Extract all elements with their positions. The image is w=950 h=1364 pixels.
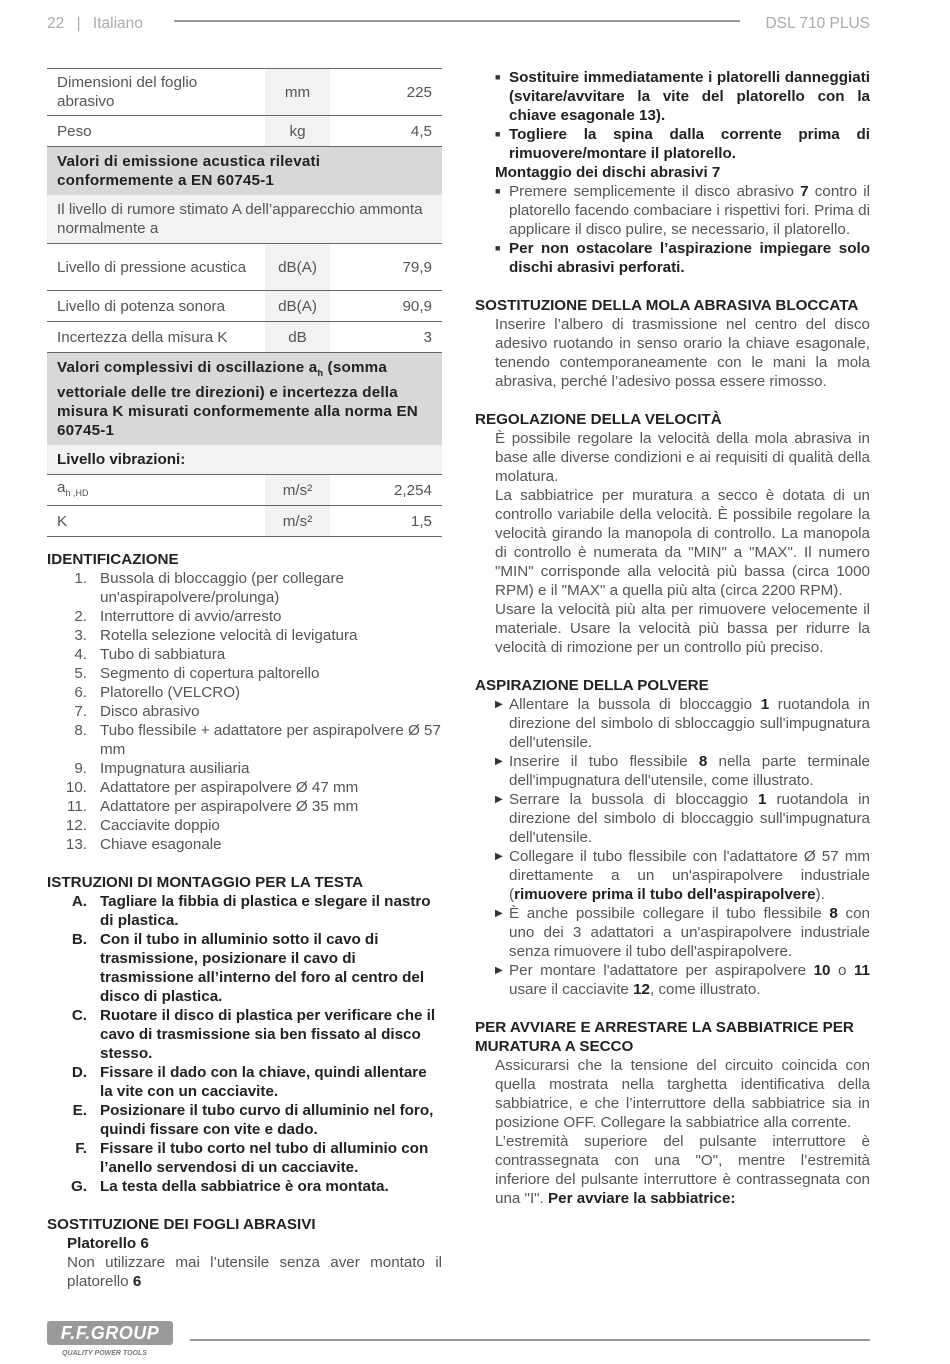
bold-text: 11 xyxy=(853,962,871,979)
bullet-item xyxy=(475,182,870,239)
text: Non utilizzare mai l’utensile senza aver montato il platorello xyxy=(67,1254,442,1291)
row-unit: dB(A) xyxy=(265,244,330,291)
list-item xyxy=(47,816,442,835)
bold-text: 7 xyxy=(800,183,809,200)
list-marker: 9. xyxy=(74,760,87,778)
text: ruotandola in direzione del simbolo di sbloccaggio sull'impugnatura dell'utensile. xyxy=(509,696,870,751)
list-item xyxy=(47,930,442,1006)
text: contro il platorello facendo combaciare i rispettivi fori. Prima di applicare il disco pulire, se necessario, il platorello. xyxy=(509,183,870,238)
text: Serrare la bussola di bloccaggio xyxy=(509,791,759,808)
text: Collegare il tubo flessibile con l'adattatore Ø 57 mm direttamente a un un'aspirapolvere industriale ( xyxy=(509,848,870,903)
list-item xyxy=(47,797,442,816)
row-value: 90,9 xyxy=(330,291,442,322)
list-item xyxy=(47,759,442,778)
text: Tubo flessibile + adattatore per aspirapolvere Ø 57 mm xyxy=(100,722,441,759)
bullet-item xyxy=(475,125,870,163)
text: Tagliare la fibbia di plastica e slegare il nastro di plastica. xyxy=(100,893,431,930)
page-number: 22 xyxy=(47,15,65,32)
text: Con il tubo in alluminio sotto il cavo di trasmissione, posizionare il cavo di trasmissione all’interno del foro al centro del disco di plastica. xyxy=(100,931,425,1006)
page-locator xyxy=(47,14,143,33)
text: Togliere la spina dalla corrente prima di rimuovere/montare il platorello. xyxy=(509,126,870,162)
bold-text: 6 xyxy=(132,1273,142,1291)
table-row xyxy=(47,291,442,322)
section-text: Livello vibrazioni: xyxy=(57,451,186,469)
text: È anche possibile collegare il tubo flessibile xyxy=(509,905,830,922)
section-heading: PER AVVIARE E ARRESTARE LA SABBIATRICE PER MURATURA A SECCO xyxy=(475,1019,854,1055)
language-label: Italiano xyxy=(92,15,143,32)
section-heading: SOSTITUZIONE DEI FOGLI ABRASIVI xyxy=(47,1216,316,1234)
table-row xyxy=(47,244,442,291)
product-name: DSL 710 PLUS xyxy=(765,15,870,32)
bold-text: 12 xyxy=(633,981,650,998)
bold-text: 10 xyxy=(813,962,831,979)
list-item xyxy=(47,835,442,854)
list-marker: 6. xyxy=(74,684,87,702)
text: Interruttore di avvio/arresto xyxy=(100,608,282,626)
footer-divider xyxy=(190,1339,870,1341)
text: Segmento di copertura paltorello xyxy=(100,665,320,683)
list-marker: E. xyxy=(72,1102,87,1120)
row-label xyxy=(47,322,265,353)
bold-text: 1 xyxy=(760,696,770,713)
row-value: 79,9 xyxy=(330,244,442,291)
bold-text: 8 xyxy=(829,905,838,922)
text: Impugnatura ausiliaria xyxy=(100,760,250,778)
section-heading: ASPIRAZIONE DELLA POLVERE xyxy=(475,677,709,694)
section-text: Valori complessivi di oscillazione a xyxy=(57,359,318,376)
text: Assicurarsi che la tensione del circuito coincida con quella mostrata nella targhetta identificativa della sabbiatrice, e che l’interruttore della sabbiatrice sia in posizione OFF. Collegare la sabbiatrice alla corrente. xyxy=(495,1057,870,1131)
label-subscript: h ,HD xyxy=(65,487,89,498)
text: ruotandola in direzione del simbolo di bloccaggio sull'impugnatura dell'utensile. xyxy=(509,791,870,846)
row-unit: dB xyxy=(265,322,330,353)
text: Fissare il tubo corto nel tubo di alluminio con l’anello servendosi di un cacciavite. xyxy=(100,1140,429,1177)
list-marker: 13. xyxy=(65,836,87,854)
logo-tagline: QUALITY POWER TOOLS xyxy=(62,1350,147,1357)
list-item xyxy=(47,683,442,702)
list-item xyxy=(47,702,442,721)
section-heading: ISTRUZIONI DI MONTAGGIO PER LA TESTA xyxy=(47,874,364,892)
label-text: K xyxy=(57,512,68,530)
header-divider xyxy=(174,20,740,22)
right-column xyxy=(475,68,870,1208)
text: Usare la velocità più alta per rimuovere velocemente il materiale. Usare la velocità più bassa per ridurre la velocità di rimozione per un controllo più preciso. xyxy=(495,601,870,656)
section-subscript: h xyxy=(317,368,324,379)
text: La sabbiatrice per muratura a secco è dotata di un controllo variabile della velocità. È possibile regolare la velocità girando la manopola di controllo. La manopola di controllo è numerata da "MIN" a "MAX". Il numero "MIN" corrisponde alla velocità più bassa (circa 1000 RPM) e il "MAX" a quella più alta (circa 2200 RPM). xyxy=(495,487,870,599)
list-marker: 5. xyxy=(74,665,87,683)
text: nella parte terminale dell'impugnatura dell'utensile, come illustrato. xyxy=(509,753,871,789)
list-marker: D. xyxy=(71,1064,87,1082)
row-value: 2,254 xyxy=(330,475,442,506)
square-bullet-icon: ■ xyxy=(495,243,501,253)
bold-text: Per avviare la sabbiatrice: xyxy=(548,1190,736,1207)
bold-text: rimuovere prima il tubo dell'aspirapolvere xyxy=(514,886,816,903)
row-unit: kg xyxy=(265,116,330,147)
text: con uno dei 3 adattatori a un'aspirapolvere industriale senza rimuovere il tubo dell'aspirapolvere. xyxy=(509,905,870,960)
text: Bussola di bloccaggio (per collegare un'aspirapolvere/prolunga) xyxy=(100,570,344,607)
square-bullet-icon: ■ xyxy=(495,72,501,82)
text: Platorello (VELCRO) xyxy=(100,684,241,702)
row-label xyxy=(47,116,265,147)
bullet-item xyxy=(475,695,870,752)
list-item xyxy=(47,645,442,664)
paragraph xyxy=(475,429,870,486)
list-marker: 4. xyxy=(74,646,87,664)
list-item xyxy=(47,1139,442,1177)
left-column xyxy=(47,68,442,1291)
list-item xyxy=(47,1063,442,1101)
text: usare il cacciavite xyxy=(509,981,634,998)
list-marker: F. xyxy=(75,1140,87,1158)
label-text: a xyxy=(57,478,66,496)
list-item xyxy=(47,607,442,626)
table-row xyxy=(47,353,442,446)
list-item xyxy=(47,721,442,759)
section-header xyxy=(47,147,442,196)
table-row xyxy=(47,147,442,196)
bullet-item xyxy=(475,847,870,904)
list-item xyxy=(47,1006,442,1063)
label-text: Peso xyxy=(57,122,92,140)
text: Allentare la bussola di bloccaggio xyxy=(509,696,761,713)
arrow-bullet-icon: ▶ xyxy=(495,965,503,976)
arrow-bullet-icon: ▶ xyxy=(495,756,503,767)
bullet-item xyxy=(475,68,870,125)
text: , come illustrato. xyxy=(650,981,761,998)
row-label xyxy=(47,291,265,322)
left-content xyxy=(47,550,442,1291)
row-value: 1,5 xyxy=(330,506,442,537)
list-marker: 3. xyxy=(74,627,87,645)
table-row xyxy=(47,445,442,475)
row-value: 3 xyxy=(330,322,442,353)
list-marker: 10. xyxy=(65,779,87,797)
right-content xyxy=(475,68,870,1208)
row-unit: dB(A) xyxy=(265,291,330,322)
section-header xyxy=(47,353,442,446)
bullet-item xyxy=(475,239,870,277)
list-marker: 8. xyxy=(74,722,87,740)
list-marker: 12. xyxy=(65,817,87,835)
subheading: Montaggio dei dischi abrasivi 7 xyxy=(495,164,721,181)
text: Posizionare il tubo curvo di alluminio nel foro, quindi fissare con vite e dado. xyxy=(100,1102,434,1139)
row-label xyxy=(47,69,265,116)
row-label xyxy=(47,506,265,537)
row-label xyxy=(47,244,265,291)
ff-group-logo: F.F.GROUP xyxy=(47,1321,173,1345)
row-value: 4,5 xyxy=(330,116,442,147)
section-heading: IDENTIFICAZIONE xyxy=(47,551,179,569)
list-item xyxy=(47,569,442,607)
text: Per non ostacolare l’aspirazione impiegare solo dischi abrasivi perforati. xyxy=(509,240,870,276)
text: Fissare il dado con la chiave, quindi allentare la vite con un cacciavite. xyxy=(100,1064,427,1101)
specs-table xyxy=(47,68,442,537)
list-marker: 1. xyxy=(74,570,87,588)
arrow-bullet-icon: ▶ xyxy=(495,699,503,710)
text: Rotella selezione velocità di levigatura xyxy=(100,627,358,645)
paragraph xyxy=(475,1132,870,1208)
paragraph xyxy=(475,315,870,391)
bullet-item xyxy=(475,961,870,999)
section-note xyxy=(47,445,442,475)
text: Sostituire immediatamente i platorelli danneggiati (svitare/avvitare la vite del platorello con la chiave esagonale 13). xyxy=(509,69,870,124)
list-item xyxy=(47,626,442,645)
separator: | xyxy=(76,15,81,32)
section-heading: REGOLAZIONE DELLA VELOCITÀ xyxy=(475,411,722,428)
text: Cacciavite doppio xyxy=(100,817,220,835)
text: Per montare l'adattatore per aspirapolvere xyxy=(509,962,814,979)
text: Tubo di sabbiatura xyxy=(100,646,226,664)
list-item xyxy=(47,1101,442,1139)
square-bullet-icon: ■ xyxy=(495,129,501,139)
subheading: Platorello 6 xyxy=(67,1235,149,1253)
list-marker: 2. xyxy=(74,608,87,626)
section-heading: SOSTITUZIONE DELLA MOLA ABRASIVA BLOCCATA xyxy=(475,297,859,314)
list-marker: G. xyxy=(70,1178,87,1196)
list-marker: 7. xyxy=(74,703,87,721)
list-item xyxy=(47,892,442,930)
text: Disco abrasivo xyxy=(100,703,200,721)
list-item xyxy=(47,778,442,797)
list-item xyxy=(47,664,442,683)
row-value: 225 xyxy=(330,69,442,116)
row-unit: m/s² xyxy=(265,475,330,506)
section-text-cont: (somma vettoriale delle tre direzioni) e incertezza della misura K misurati conformemente alla norma EN 60745-1 xyxy=(57,359,418,440)
paragraph xyxy=(47,1253,442,1291)
section-text: Valori di emissione acustica rilevati conformemente a EN 60745-1 xyxy=(57,153,321,189)
list-marker: A. xyxy=(71,893,87,911)
text: La testa della sabbiatrice è ora montata. xyxy=(100,1178,389,1196)
text: Premere semplicemente il disco abrasivo xyxy=(509,183,801,200)
text: Adattatore per aspirapolvere Ø 35 mm xyxy=(100,798,359,816)
text: È possibile regolare la velocità della mola abrasiva in base alle diverse condizioni e ai requisiti di qualità della molatura. xyxy=(495,430,870,485)
label-text: Livello di pressione acustica xyxy=(57,258,247,276)
square-bullet-icon: ■ xyxy=(495,186,501,196)
text: Adattatore per aspirapolvere Ø 47 mm xyxy=(100,779,359,797)
text: Ruotare il disco di plastica per verificare che il cavo di trasmissione sia ben fissato al disco stesso. xyxy=(100,1007,436,1063)
paragraph xyxy=(475,600,870,657)
paragraph xyxy=(475,486,870,600)
bullet-item xyxy=(475,904,870,961)
text: Inserire l’albero di trasmissione nel centro del disco adesivo ruotando in senso orario la chiave esagonale, tenendo contemporaneamente con le mani la mola abrasiva, perché l’adesivo possa essere rimosso. xyxy=(495,316,870,390)
table-row xyxy=(47,475,442,506)
list-marker: B. xyxy=(71,931,87,949)
section-text: Il livello di rumore stimato A dell’apparecchio ammonta normalmente a xyxy=(57,201,423,237)
row-unit: m/s² xyxy=(265,506,330,537)
table-row xyxy=(47,506,442,537)
table-row xyxy=(47,195,442,244)
table-row xyxy=(47,69,442,116)
table-row xyxy=(47,322,442,353)
row-unit: mm xyxy=(265,69,330,116)
label-text: Livello di potenza sonora xyxy=(57,297,226,315)
row-label xyxy=(47,475,265,506)
bold-text: 8 xyxy=(698,753,708,770)
table-row xyxy=(47,116,442,147)
list-marker: C. xyxy=(71,1007,87,1025)
paragraph xyxy=(475,1056,870,1132)
bullet-item xyxy=(475,790,870,847)
text: Inserire il tubo flessibile xyxy=(509,753,699,770)
label-text: Dimensioni del foglio abrasivo xyxy=(57,74,198,110)
text: L’estremità superiore del pulsante interruttore è contrassegnata con una "O", mentre l’estremità inferiore del pulsante interruttore è contrassegnata con una "I". xyxy=(495,1133,870,1207)
arrow-bullet-icon: ▶ xyxy=(495,908,503,919)
text: Chiave esagonale xyxy=(100,836,222,854)
bullet-item xyxy=(475,752,870,790)
label-text: Incertezza della misura K xyxy=(57,328,228,346)
arrow-bullet-icon: ▶ xyxy=(495,794,503,805)
text: ). xyxy=(815,886,825,903)
bold-text: 1 xyxy=(758,791,767,808)
section-note xyxy=(47,195,442,244)
arrow-bullet-icon: ▶ xyxy=(495,851,503,862)
text: o xyxy=(830,962,854,979)
list-marker: 11. xyxy=(67,798,87,816)
list-item xyxy=(47,1177,442,1196)
